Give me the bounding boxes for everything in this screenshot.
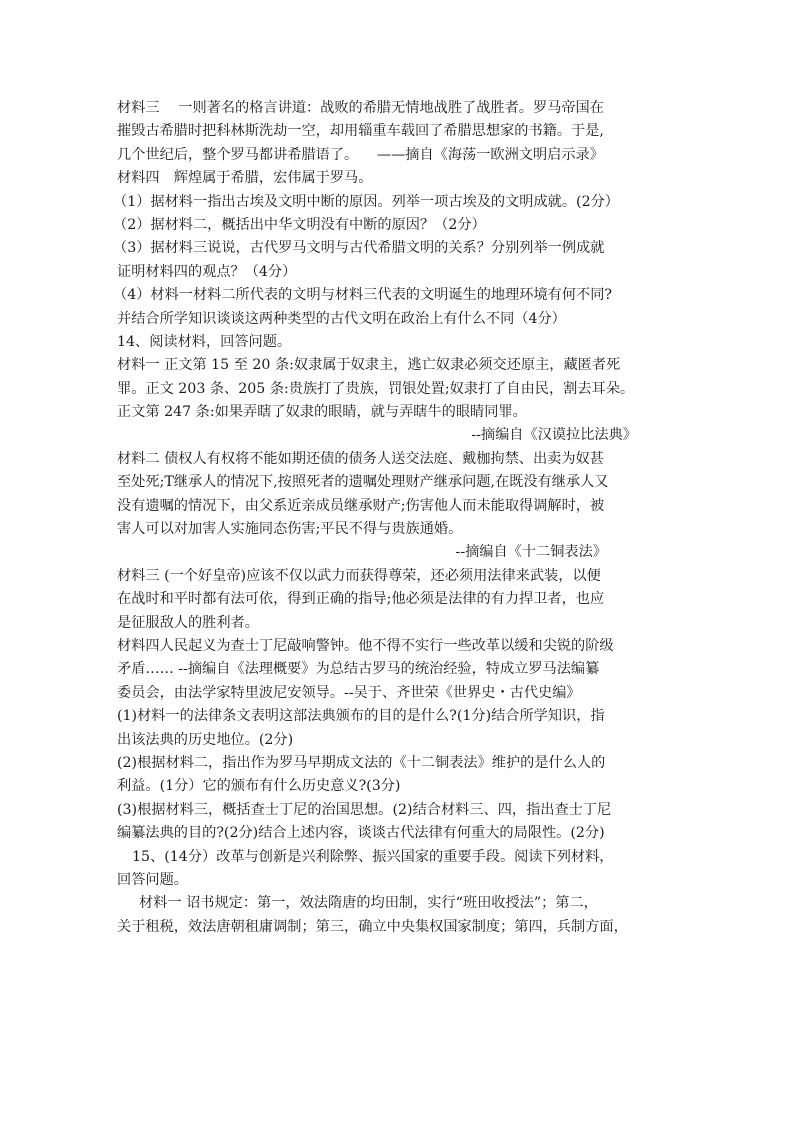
- text-line: 材料三 一则著名的格言讲道：战败的希腊无情地战胜了战胜者。罗马帝国在: [117, 100, 604, 116]
- text-line: 并结合所学知识谈谈这两种类型的古代文明在政治上有什么不同（4分）: [117, 310, 566, 327]
- text-line: 材料三 (一个好皇帝)应该不仅以武力而获得尊荣，还必须用法律来武装，以便: [117, 567, 601, 584]
- text-line: 委员会，由法学家特里波尼安领导。--吴于、齐世荣《世界史・古代史编》: [117, 684, 581, 701]
- text-line: 在战时和平时都有法可依，得到正确的指导;他必须是法律的有力捍卫者，也应: [117, 591, 605, 608]
- text-line: 材料一 正文第 15 至 20 条:奴隶属于奴隶主，逃亡奴隶必须交还原主，藏匿者死: [117, 357, 621, 374]
- text-line: 几个世纪后，整个罗马都讲希腊语了。 ——摘自《海荡一欧洲文明启示录》: [117, 146, 604, 163]
- question-line: （4）材料一材料二所代表的文明与材料三代表的文明诞生的地理环境有何不同?: [113, 287, 613, 304]
- text-line: 至处死;T继承人的情况下,按照死者的遗嘱处理财产继承问题,在既没有继承人又: [117, 474, 609, 491]
- question-line: (3)根据材料三，概括查士丁尼的治国思想。(2)结合材料三、四，指出查士丁尼: [117, 801, 612, 818]
- question-line: （1）据材料一指出古埃及文明中断的原因。列举一项古埃及的文明成就。(2分）: [113, 193, 619, 210]
- text-line: 材料二 债权人有权将不能如期还债的债务人送交法庭、戴枷拘禁、出卖为奴甚: [117, 450, 604, 467]
- question-line: （3）据材料三说说，古代罗马文明与古代希腊文明的关系？分别列举一例成就: [113, 240, 605, 257]
- source-citation: --摘编自《十二铜表法》: [455, 544, 607, 561]
- text-line: 矛盾…… --摘编自《法理概要》为总结古罗马的统治经验，特成立罗马法编纂: [117, 661, 600, 678]
- text-line: 罪。正文 203 条、205 条:贵族打了贵族，罚银处置;奴隶打了自由民，割去耳朵。: [117, 380, 635, 397]
- text-line: 回答问题。: [117, 871, 188, 888]
- question-line: (1)材料一的法律条文表明这部法典颁布的目的是什么?(1分)结合所学知识，指: [117, 708, 605, 725]
- text-line: 关于租税，效法唐朝租庸调制；第三，确立中央集权国家制度；第四，兵制方面，: [117, 918, 628, 935]
- text-line: 害人可以对加害人实施同态伤害;平民不得与贵族通婚。: [117, 521, 463, 538]
- question-heading: 14、阅读材料，回答问题。: [117, 333, 292, 350]
- text-line: 正文第 247 条:如果弄瞎了奴隶的眼睛，就与弄瞎牛的眼睛同罪。: [117, 404, 527, 421]
- text-line: 材料一 诏书规定：第一，效法隋唐的均田制，实行“班田收授法”；第二，: [139, 895, 598, 912]
- source-citation: --摘编自《汉谟拉比法典》: [471, 427, 637, 444]
- text-line: 是征服敌人的胜利者。: [117, 614, 259, 631]
- text-line: 摧毁古希腊时把科林斯洗劫一空，却用辎重车载回了希腊思想家的书籍。于是,: [117, 123, 604, 140]
- text-line: 出该法典的历史地位。(2分): [117, 731, 294, 748]
- question-line: （2）据材料二，概括出中华文明没有中断的原因？（2分）: [113, 216, 486, 233]
- text-line: 没有遗嘱的情况下，由父系近亲成员继承财产;伤害他人而未能取得调解时，被: [117, 497, 605, 514]
- text-line: 编纂法典的目的?(2分)结合上述内容，谈谈古代法律有何重大的局限性。(2分): [117, 825, 605, 842]
- text-line: 材料四人民起义为查士丁尼敲响警钟。他不得不实行一些改革以缓和尖锐的阶级: [117, 637, 614, 654]
- text-line: 材料四 辉煌属于希腊，宏伟属于罗马。: [117, 170, 373, 187]
- text-line: 利益。(1分）它的颁布有什么历史意义?(3分): [117, 778, 401, 795]
- question-heading: 15、(14分）改革与创新是兴利除弊、振兴国家的重要手段。阅读下列材料，: [132, 848, 614, 865]
- text-line: 证明材料四的观点？（4分）: [117, 263, 297, 280]
- question-line: (2)根据材料二，指出作为罗马早期成文法的《十二铜表法》维护的是什么人的: [117, 754, 606, 771]
